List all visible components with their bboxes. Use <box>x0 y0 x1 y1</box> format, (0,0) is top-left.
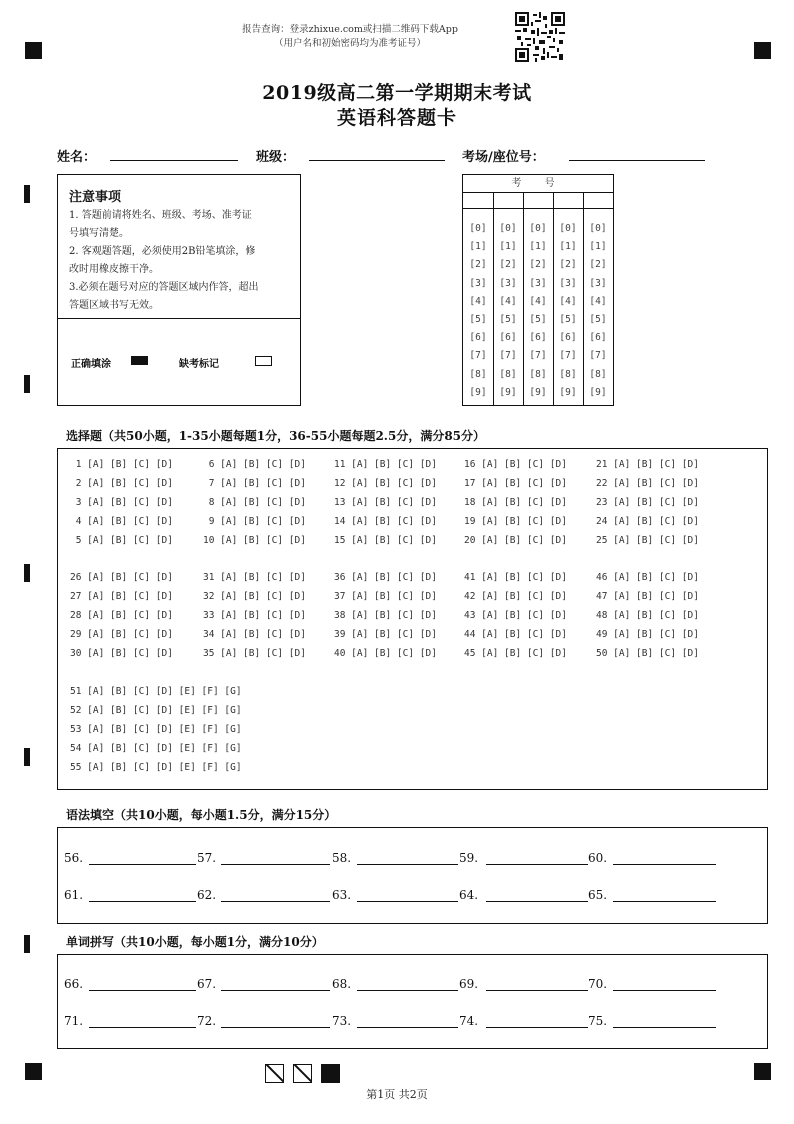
table-divider <box>583 193 584 405</box>
side-tick-mark <box>24 185 30 203</box>
spelling-blank-number: 69. <box>459 977 479 991</box>
choice-question[interactable]: 22 [A] [B] [C] [D] <box>596 478 699 489</box>
choice-question[interactable]: 40 [A] [B] [C] [D] <box>334 648 437 659</box>
choice-question[interactable]: 36 [A] [B] [C] [D] <box>334 572 437 583</box>
exam-number-bubble[interactable]: [6] <box>589 332 607 344</box>
choice-question[interactable]: 9 [A] [B] [C] [D] <box>203 516 306 527</box>
grammar-blank-answer-line[interactable] <box>89 901 196 902</box>
choice-question[interactable]: 10 [A] [B] [C] [D] <box>203 535 306 546</box>
grammar-answer-area <box>57 827 768 924</box>
choice-question[interactable]: 27 [A] [B] [C] [D] <box>70 591 173 602</box>
choice-question[interactable]: 31 [A] [B] [C] [D] <box>203 572 306 583</box>
choice-question[interactable]: 17 [A] [B] [C] [D] <box>464 478 567 489</box>
side-tick-mark <box>24 935 30 953</box>
spelling-blank-answer-line[interactable] <box>613 1027 716 1028</box>
spelling-blank-number: 72. <box>197 1014 217 1028</box>
corner-mark-bottom-left <box>25 1063 42 1080</box>
choice-question[interactable]: 12 [A] [B] [C] [D] <box>334 478 437 489</box>
grammar-blank-answer-line[interactable] <box>221 901 330 902</box>
exam-title: 2019级高二第一学期期末考试 <box>262 82 532 104</box>
grammar-blank-number: 64. <box>459 888 479 902</box>
choice-question[interactable]: 1 [A] [B] [C] [D] <box>70 459 173 470</box>
choice-question[interactable]: 14 [A] [B] [C] [D] <box>334 516 437 527</box>
choice-question[interactable]: 3 [A] [B] [C] [D] <box>70 497 173 508</box>
choice-question[interactable]: 20 [A] [B] [C] [D] <box>464 535 567 546</box>
grammar-blank-number: 62. <box>197 888 217 902</box>
report-query-line-2: （用户名和初始密码均为准考证号） <box>273 38 426 49</box>
exam-number-bubble[interactable]: [2] <box>529 259 547 271</box>
choice-question[interactable]: 28 [A] [B] [C] [D] <box>70 610 173 621</box>
choice-question[interactable]: 4 [A] [B] [C] [D] <box>70 516 173 527</box>
side-tick-mark <box>24 748 30 766</box>
choice-question[interactable]: 42 [A] [B] [C] [D] <box>464 591 567 602</box>
correct-fill-sample <box>131 356 148 365</box>
exam-number-bubble[interactable]: [8] <box>469 368 487 380</box>
choice-question[interactable]: 55 [A] [B] [C] [D] [E] [F] [G] <box>70 762 242 773</box>
exam-number-bubble[interactable]: [3] <box>559 277 577 289</box>
exam-number-bubble[interactable]: [4] <box>499 295 517 307</box>
choice-question[interactable]: 30 [A] [B] [C] [D] <box>70 648 173 659</box>
page-code-square <box>293 1064 312 1083</box>
spelling-blank-number: 71. <box>64 1014 84 1028</box>
exam-number-bubble[interactable]: [9] <box>529 386 547 398</box>
exam-number-bubble[interactable]: [4] <box>529 295 547 307</box>
exam-number-bubble[interactable]: [1] <box>499 241 517 253</box>
notice-line: 答题区域书写无效。 <box>69 300 159 311</box>
exam-number-bubble[interactable]: [5] <box>589 314 607 325</box>
exam-number-bubble[interactable]: [8] <box>589 368 607 380</box>
exam-number-bubble[interactable]: [6] <box>469 332 487 344</box>
exam-number-bubble[interactable]: [3] <box>589 277 607 289</box>
spelling-blank-answer-line[interactable] <box>486 990 588 991</box>
exam-number-bubble[interactable]: [0] <box>499 223 517 234</box>
table-divider <box>553 193 554 405</box>
grammar-blank-answer-line[interactable] <box>89 864 196 865</box>
correct-fill-label: 正确填涂 <box>71 359 111 370</box>
grammar-blank-number: 65. <box>588 888 608 902</box>
grammar-blank-number: 57. <box>197 851 217 865</box>
grammar-blank-number: 60. <box>588 851 608 865</box>
grammar-blank-number: 61. <box>64 888 84 902</box>
exam-number-bubble[interactable]: [2] <box>559 259 577 271</box>
choice-question[interactable]: 13 [A] [B] [C] [D] <box>334 497 437 508</box>
exam-number-bubble[interactable]: [9] <box>499 386 517 398</box>
exam-number-bubble[interactable]: [2] <box>469 259 487 271</box>
choice-question[interactable]: 38 [A] [B] [C] [D] <box>334 610 437 621</box>
name-field[interactable] <box>110 160 238 161</box>
choice-question[interactable]: 51 [A] [B] [C] [D] [E] [F] [G] <box>70 686 242 697</box>
side-tick-mark <box>24 375 30 393</box>
exam-number-bubble[interactable]: [1] <box>469 241 487 253</box>
class-field[interactable] <box>309 160 445 161</box>
choice-question[interactable]: 45 [A] [B] [C] [D] <box>464 648 567 659</box>
exam-number-bubble[interactable]: [7] <box>589 350 607 362</box>
exam-number-bubble[interactable]: [8] <box>529 368 547 380</box>
choice-question[interactable]: 41 [A] [B] [C] [D] <box>464 572 567 583</box>
choice-question[interactable]: 39 [A] [B] [C] [D] <box>334 629 437 640</box>
choice-question[interactable]: 25 [A] [B] [C] [D] <box>596 535 699 546</box>
absent-mark-box[interactable] <box>255 356 272 366</box>
exam-number-bubble[interactable]: [8] <box>559 368 577 380</box>
exam-number-bubble[interactable]: [0] <box>529 223 547 234</box>
exam-number-bubble[interactable]: [6] <box>559 332 577 344</box>
spelling-blank-answer-line[interactable] <box>89 990 196 991</box>
notice-line: 号填写清楚。 <box>69 228 129 239</box>
spelling-blank-answer-line[interactable] <box>613 990 716 991</box>
grammar-blank-answer-line[interactable] <box>613 901 716 902</box>
page-number: 第1页 共2页 <box>366 1088 428 1101</box>
choice-question[interactable]: 5 [A] [B] [C] [D] <box>70 535 173 546</box>
notice-line: 2. 客观题答题，必须使用2B铅笔填涂，修 <box>69 246 256 257</box>
grammar-blank-answer-line[interactable] <box>486 901 588 902</box>
absent-mark-label: 缺考标记 <box>179 359 219 370</box>
choice-question[interactable]: 29 [A] [B] [C] [D] <box>70 629 173 640</box>
name-label: 姓名： <box>57 150 97 165</box>
spelling-blank-number: 73. <box>332 1014 352 1028</box>
spelling-blank-number: 67. <box>197 977 217 991</box>
spelling-blank-answer-line[interactable] <box>486 1027 588 1028</box>
spelling-blank-number: 70. <box>588 977 608 991</box>
exam-number-bubble[interactable]: [0] <box>589 223 607 234</box>
choice-question[interactable]: 33 [A] [B] [C] [D] <box>203 610 306 621</box>
grammar-blank-number: 63. <box>332 888 352 902</box>
choice-question[interactable]: 47 [A] [B] [C] [D] <box>596 591 699 602</box>
choice-question[interactable]: 50 [A] [B] [C] [D] <box>596 648 699 659</box>
table-divider <box>493 193 494 405</box>
corner-mark-bottom-right <box>754 1063 771 1080</box>
exam-number-bubble[interactable]: [6] <box>529 332 547 344</box>
corner-mark-top-right <box>754 42 771 59</box>
notice-title: 注意事项 <box>69 190 122 205</box>
exam-number-table <box>462 174 614 406</box>
grammar-blank-number: 56. <box>64 851 84 865</box>
choice-question[interactable]: 54 [A] [B] [C] [D] [E] [F] [G] <box>70 743 242 754</box>
page-code-square <box>321 1064 340 1083</box>
choice-question[interactable]: 49 [A] [B] [C] [D] <box>596 629 699 640</box>
exam-number-bubble[interactable]: [1] <box>559 241 577 253</box>
choice-question[interactable]: 16 [A] [B] [C] [D] <box>464 459 567 470</box>
exam-number-bubble[interactable]: [5] <box>469 314 487 325</box>
exam-number-bubble[interactable]: [5] <box>559 314 577 325</box>
choice-question[interactable]: 48 [A] [B] [C] [D] <box>596 610 699 621</box>
grammar-blank-answer-line[interactable] <box>221 864 330 865</box>
exam-number-bubble[interactable]: [9] <box>589 386 607 398</box>
choice-question[interactable]: 23 [A] [B] [C] [D] <box>596 497 699 508</box>
choice-question[interactable]: 11 [A] [B] [C] [D] <box>334 459 437 470</box>
grammar-blank-answer-line[interactable] <box>357 864 458 865</box>
report-query-line-1: 报告查询：登录zhixue.com或扫描二维码下载App <box>242 24 458 35</box>
spelling-blank-number: 66. <box>64 977 84 991</box>
choice-question[interactable]: 15 [A] [B] [C] [D] <box>334 535 437 546</box>
room-seat-field[interactable] <box>569 160 705 161</box>
exam-number-bubble[interactable]: [4] <box>589 295 607 307</box>
spelling-section-title: 单词拼写（共10小题，每小题1分，满分10分） <box>66 935 324 949</box>
choice-question[interactable]: 35 [A] [B] [C] [D] <box>203 648 306 659</box>
exam-number-bubble[interactable]: [9] <box>469 386 487 398</box>
exam-number-bubble[interactable]: [6] <box>499 332 517 344</box>
grammar-blank-answer-line[interactable] <box>357 901 458 902</box>
exam-number-bubble[interactable]: [2] <box>589 259 607 271</box>
exam-number-write-row[interactable] <box>463 193 613 209</box>
exam-number-bubble[interactable]: [3] <box>499 277 517 289</box>
choice-question[interactable]: 46 [A] [B] [C] [D] <box>596 572 699 583</box>
report-query-note <box>200 23 500 51</box>
exam-number-bubble[interactable]: [5] <box>529 314 547 325</box>
spelling-blank-answer-line[interactable] <box>221 990 330 991</box>
notice-line: 3.必须在题号对应的答题区域内作答，超出 <box>69 282 259 293</box>
choice-question[interactable]: 26 [A] [B] [C] [D] <box>70 572 173 583</box>
spelling-answer-area <box>57 954 768 1049</box>
class-label: 班级： <box>256 150 296 165</box>
exam-number-bubble[interactable]: [3] <box>529 277 547 289</box>
exam-number-bubble[interactable]: [2] <box>499 259 517 271</box>
grammar-section-title: 语法填空（共10小题，每小题1.5分，满分15分） <box>66 808 337 822</box>
choice-question[interactable]: 44 [A] [B] [C] [D] <box>464 629 567 640</box>
exam-number-bubble[interactable]: [8] <box>499 368 517 380</box>
exam-number-bubble[interactable]: [7] <box>559 350 577 362</box>
spelling-blank-number: 75. <box>588 1014 608 1028</box>
exam-number-bubble[interactable]: [0] <box>559 223 577 234</box>
answer-sheet-subtitle: 英语科答题卡 <box>336 107 457 129</box>
exam-number-bubble[interactable]: [1] <box>529 241 547 253</box>
choice-question[interactable]: 43 [A] [B] [C] [D] <box>464 610 567 621</box>
exam-number-bubble[interactable]: [0] <box>469 223 487 234</box>
exam-number-bubble[interactable]: [7] <box>469 350 487 362</box>
spelling-blank-answer-line[interactable] <box>357 1027 458 1028</box>
qr-code-icon[interactable] <box>515 12 565 62</box>
choice-question[interactable]: 7 [A] [B] [C] [D] <box>203 478 306 489</box>
grammar-blank-answer-line[interactable] <box>486 864 588 865</box>
exam-number-bubble[interactable]: [3] <box>469 277 487 289</box>
choice-question[interactable]: 19 [A] [B] [C] [D] <box>464 516 567 527</box>
choice-question[interactable]: 24 [A] [B] [C] [D] <box>596 516 699 527</box>
notice-line: 1. 答题前请将姓名、班级、考场、准考证 <box>69 210 252 221</box>
spelling-blank-number: 74. <box>459 1014 479 1028</box>
exam-number-bubble[interactable]: [9] <box>559 386 577 398</box>
room-seat-label: 考场/座位号： <box>462 150 545 165</box>
choice-section-title: 选择题（共50小题，1-35小题每题1分，36-55小题每题2.5分，满分85分） <box>66 429 486 443</box>
page-code-square <box>265 1064 284 1083</box>
table-divider <box>523 193 524 405</box>
choice-question[interactable]: 2 [A] [B] [C] [D] <box>70 478 173 489</box>
choice-question[interactable]: 53 [A] [B] [C] [D] [E] [F] [G] <box>70 724 242 735</box>
spelling-blank-number: 68. <box>332 977 352 991</box>
exam-number-bubble[interactable]: [5] <box>499 314 517 325</box>
spelling-blank-answer-line[interactable] <box>357 990 458 991</box>
notice-line: 改时用橡皮擦干净。 <box>69 264 159 275</box>
side-tick-mark <box>24 564 30 582</box>
choice-question[interactable]: 37 [A] [B] [C] [D] <box>334 591 437 602</box>
exam-number-bubble[interactable]: [4] <box>559 295 577 307</box>
grammar-blank-number: 59. <box>459 851 479 865</box>
exam-number-bubble[interactable]: [7] <box>499 350 517 362</box>
choice-question[interactable]: 32 [A] [B] [C] [D] <box>203 591 306 602</box>
choice-question[interactable]: 21 [A] [B] [C] [D] <box>596 459 699 470</box>
grammar-blank-answer-line[interactable] <box>613 864 716 865</box>
exam-number-bubble[interactable]: [7] <box>529 350 547 362</box>
grammar-blank-number: 58. <box>332 851 352 865</box>
spelling-blank-answer-line[interactable] <box>221 1027 330 1028</box>
choice-question[interactable]: 52 [A] [B] [C] [D] [E] [F] [G] <box>70 705 242 716</box>
choice-question[interactable]: 8 [A] [B] [C] [D] <box>203 497 306 508</box>
choice-question[interactable]: 34 [A] [B] [C] [D] <box>203 629 306 640</box>
corner-mark-top-left <box>25 42 42 59</box>
choice-question[interactable]: 6 [A] [B] [C] [D] <box>203 459 306 470</box>
exam-number-bubble[interactable]: [4] <box>469 295 487 307</box>
exam-number-header: 考 号 <box>463 175 613 193</box>
exam-number-bubble[interactable]: [1] <box>589 241 607 253</box>
choice-question[interactable]: 18 [A] [B] [C] [D] <box>464 497 567 508</box>
notice-divider <box>58 318 300 319</box>
spelling-blank-answer-line[interactable] <box>89 1027 196 1028</box>
